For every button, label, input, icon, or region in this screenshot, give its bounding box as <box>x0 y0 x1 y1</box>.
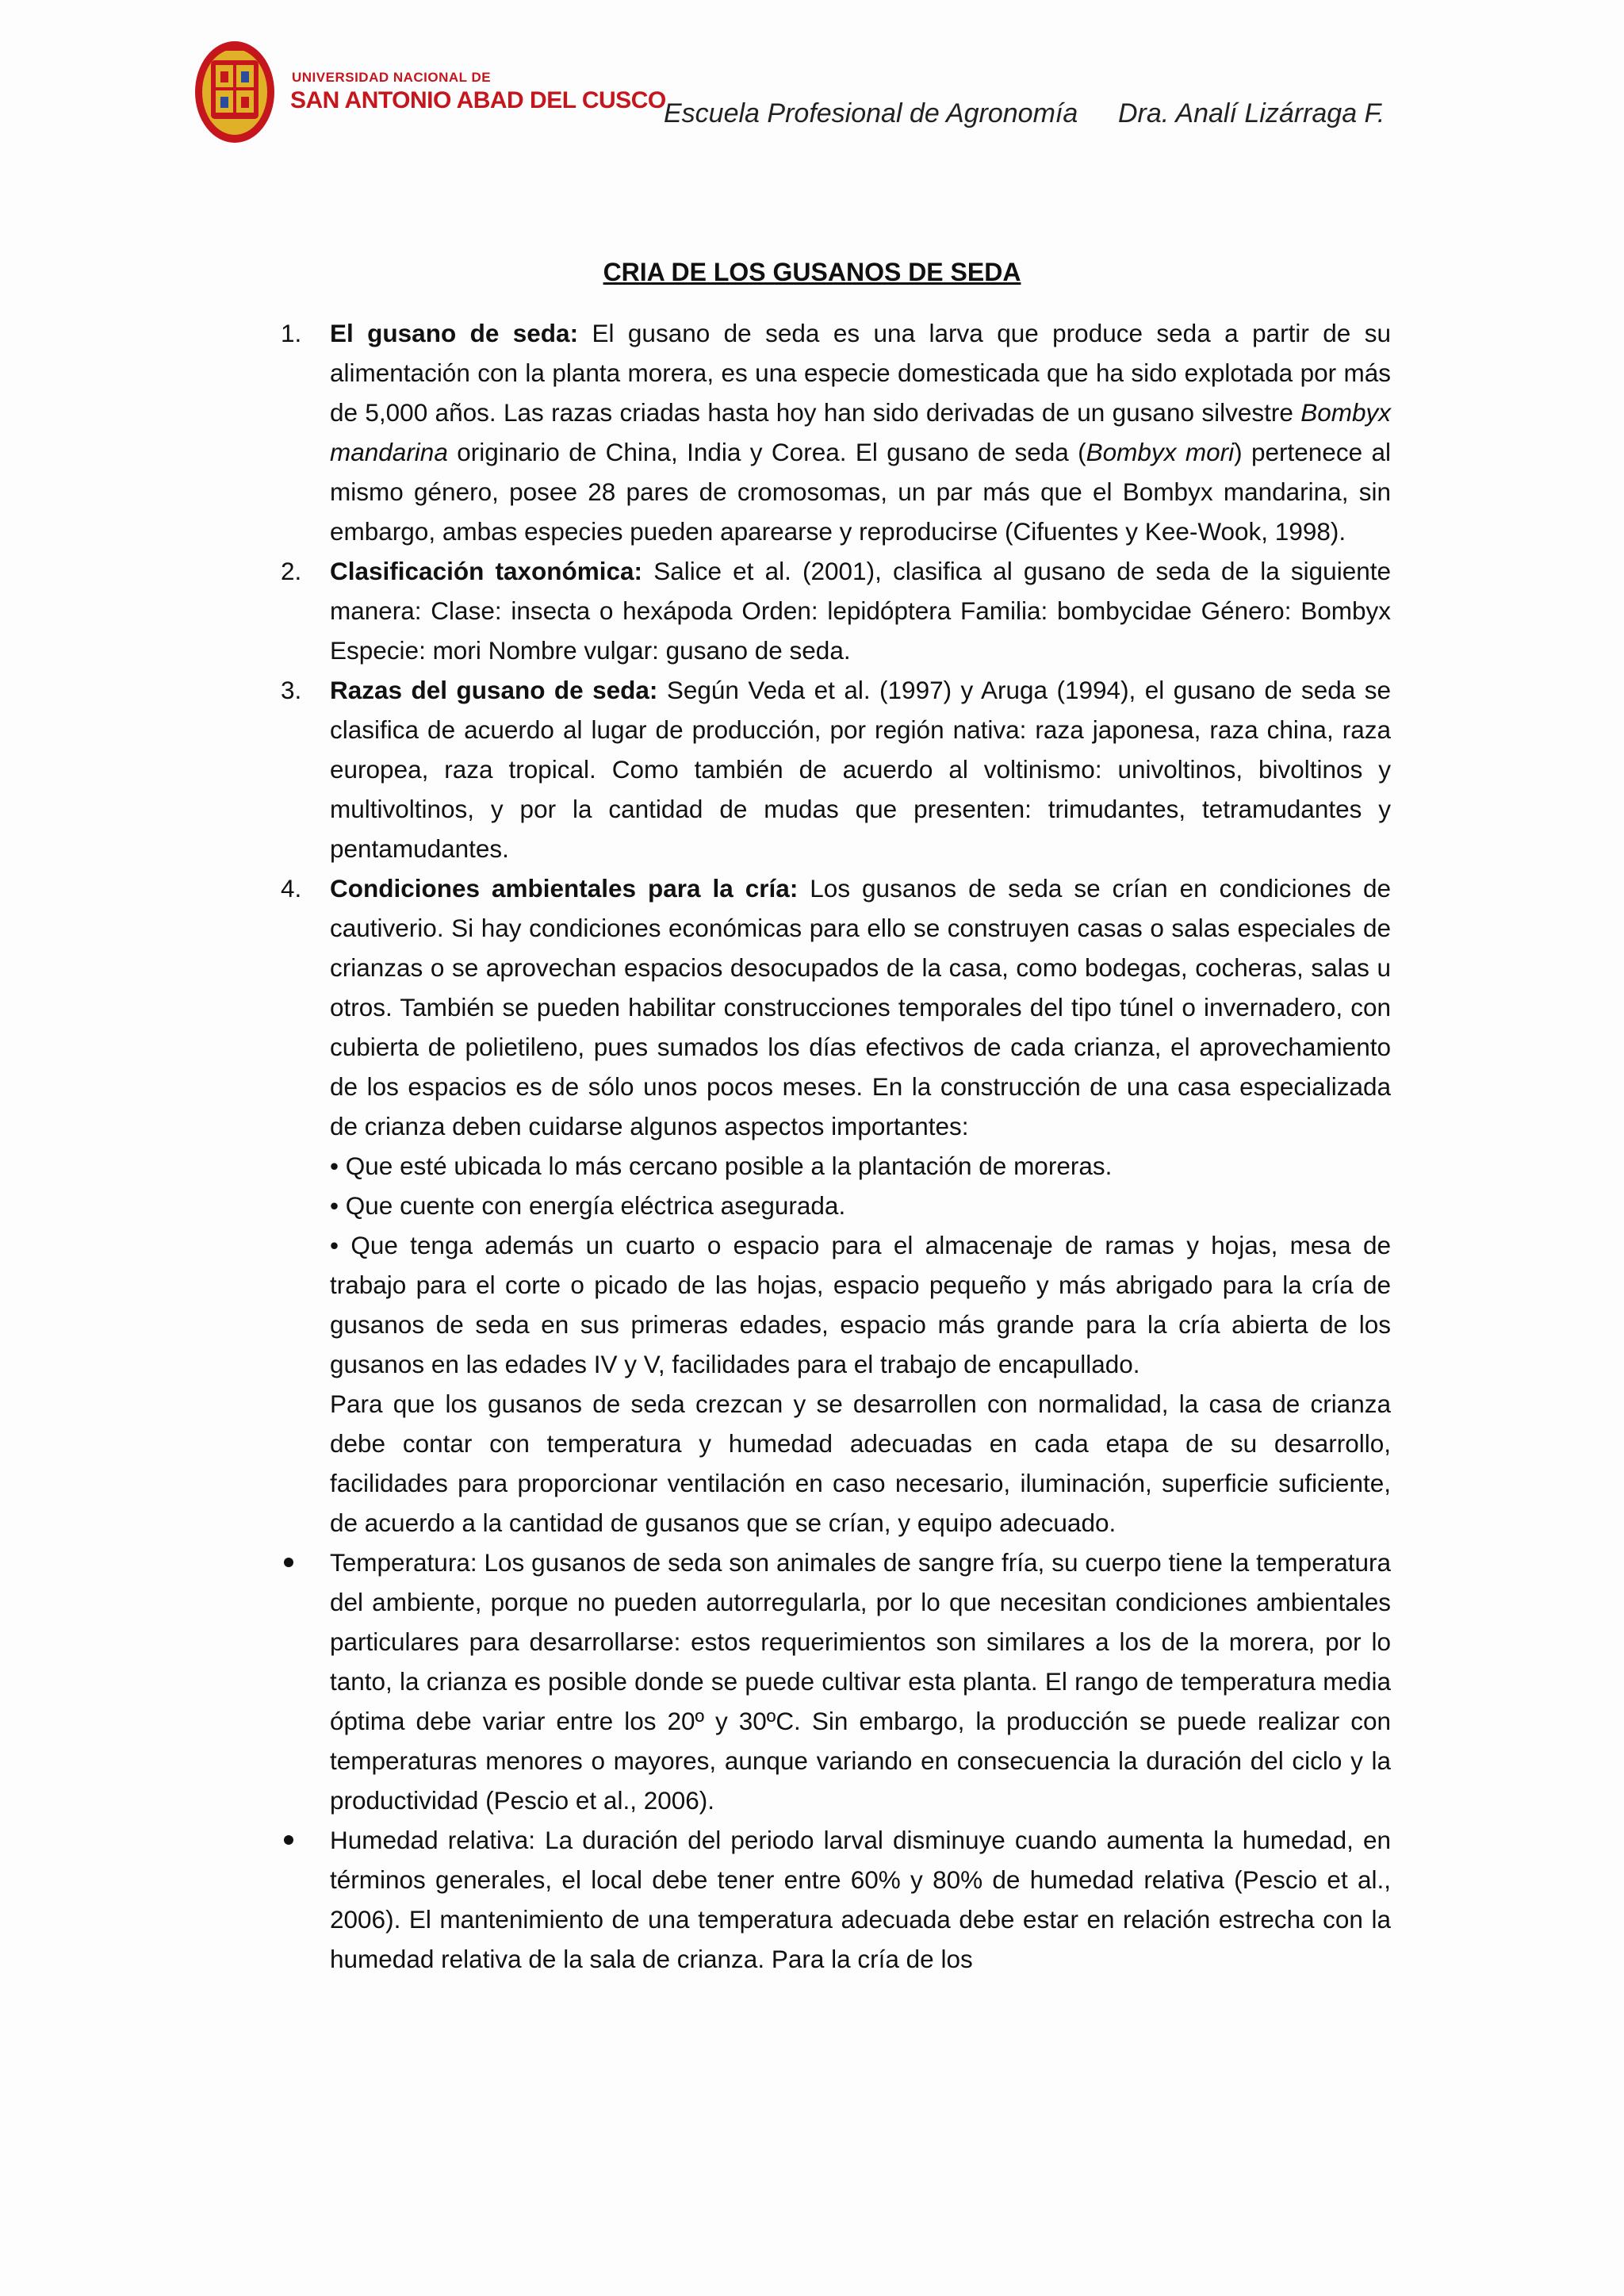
section-label: Clasificación taxonómica: <box>330 557 643 585</box>
section-label: El gusano de seda: <box>330 319 579 347</box>
section-text: ) pertenece al mismo género, posee 28 pares de cromosomas, un par más que el Bombyx mandarina, sin embargo, ambas especies pueden aparearse y reproducirse (Cifuentes y Kee-Wook, 1998). <box>330 438 1391 546</box>
university-name-line1: UNIVERSIDAD NACIONAL DE <box>292 70 492 85</box>
bullet-humidity <box>281 1820 1391 1979</box>
section-text: Salice et al. (2001), clasifica al gusano de seda de la siguiente manera: Clase: insecta o hexápoda Orden: lepidóptera Familia: bombycidae Género: Bombyx Especie: mori Nombre vulgar: gusano de seda. <box>330 557 1391 665</box>
list-item: • Que cuente con energía eléctrica asegurada. <box>330 1191 846 1220</box>
section-number: 1. <box>281 319 302 347</box>
section-number: 2. <box>281 557 302 585</box>
bullet-icon <box>284 1558 293 1567</box>
list-item: • Que tenga además un cuarto o espacio para el almacenaje de ramas y hojas, mesa de trabajo para el corte o picado de las hojas, espacio pequeño y más abrigado para la cría de gusanos de seda en sus primeras edades, espacio más grande para la cría abierta de los gusanos en las edades IV y V, facilidades para el trabajo de encapullado. <box>330 1231 1391 1378</box>
section-label: Condiciones ambientales para la cría: <box>330 874 799 903</box>
bullet-text: Temperatura: Los gusanos de seda son animales de sangre fría, su cuerpo tiene la temperatura del ambiente, porque no pueden autorregularla, por lo que necesitan condiciones ambientales particulares para desarrollarse: estos requerimientos son similares a los de la morera, por lo tanto, la crianza es posible donde se puede cultivar esta planta. El rango de temperatura media óptima debe variar entre los 20º y 30ºC. Sin embargo, la producción se puede realizar con temperaturas menores o mayores, aunque variando en consecuencia la duración del ciclo y la productividad (Pescio et al., 2006). <box>330 1548 1391 1815</box>
bullet-text: Humedad relativa: La duración del periodo larval disminuye cuando aumenta la humedad, en términos generales, el local debe tener entre 60% y 80% de humedad relativa (Pescio et al., 2006). El mantenimiento de una temperatura adecuada debe estar en relación estrecha con la humedad relativa de la sala de crianza. Para la cría de los <box>330 1826 1391 1973</box>
section-text: Los gusanos de seda se crían en condiciones de cautiverio. Si hay condiciones económicas para ello se construyen casas o salas especiales de crianzas o se aprovechan espacios desocupados de la casa, como bodegas, cocheras, salas u otros. También se pueden habilitar construcciones temporales del tipo túnel o invernadero, con cubierta de polietileno, pues sumados los días efectivos de cada crianza, el aprovechamiento de los espacios es de sólo unos pocos meses. En la construcción de una casa especializada de crianza deben cuidarse algunos aspectos importantes: <box>330 874 1391 1140</box>
section-label: Razas del gusano de seda: <box>330 676 658 704</box>
section-environment <box>281 868 1391 1543</box>
document-body <box>281 313 1391 1979</box>
section-text: Según Veda et al. (1997) y Aruga (1994), el gusano de seda se clasifica de acuerdo al lugar de producción, por región nativa: raza japonesa, raza china, raza europea, raza tropical. Como también de acuerdo al voltinismo: univoltinos, bivoltinos y multivoltinos, y por la cantidad de mudas que presenten: trimudantes, tetramudantes y pentamudantes. <box>330 676 1391 863</box>
section-number: 3. <box>281 676 302 704</box>
section-number: 4. <box>281 874 302 903</box>
document-title: CRIA DE LOS GUSANOS DE SEDA <box>603 258 1021 286</box>
author-name: Dra. Analí Lizárraga F. <box>1118 98 1385 128</box>
paragraph: Para que los gusanos de seda crezcan y se desarrollen con normalidad, la casa de crianza debe contar con temperatura y humedad adecuadas en cada etapa de su desarrollo, facilidades para proporcionar ventilación en caso necesario, iluminación, superficie suficiente, de acuerdo a la cantidad de gusanos que se crían, y equipo adecuado. <box>330 1389 1391 1537</box>
bullet-icon <box>284 1835 293 1845</box>
species-name: Bombyx mandarina <box>330 398 1391 466</box>
bullet-temperature <box>281 1543 1391 1820</box>
species-name: Bombyx mori <box>1086 438 1235 466</box>
section-races <box>281 670 1391 868</box>
school-name: Escuela Profesional de Agronomía <box>664 98 1078 128</box>
university-seal-icon <box>193 40 276 144</box>
section-text: El gusano de seda es una larva que produce seda a partir de su alimentación con la planta morera, es una especie domesticada que ha sido explotada por más de 5,000 años. Las razas criadas hasta hoy han sido derivadas de un gusano silvestre <box>330 319 1391 427</box>
section-text: originario de China, India y Corea. El gusano de seda ( <box>447 438 1086 466</box>
page-header <box>0 0 1624 159</box>
section-taxonomy <box>281 551 1391 670</box>
university-name-line2: SAN ANTONIO ABAD DEL CUSCO <box>290 87 666 113</box>
list-item: • Que esté ubicada lo más cercano posible a la plantación de moreras. <box>330 1152 1113 1180</box>
section-silkworm <box>281 313 1391 551</box>
